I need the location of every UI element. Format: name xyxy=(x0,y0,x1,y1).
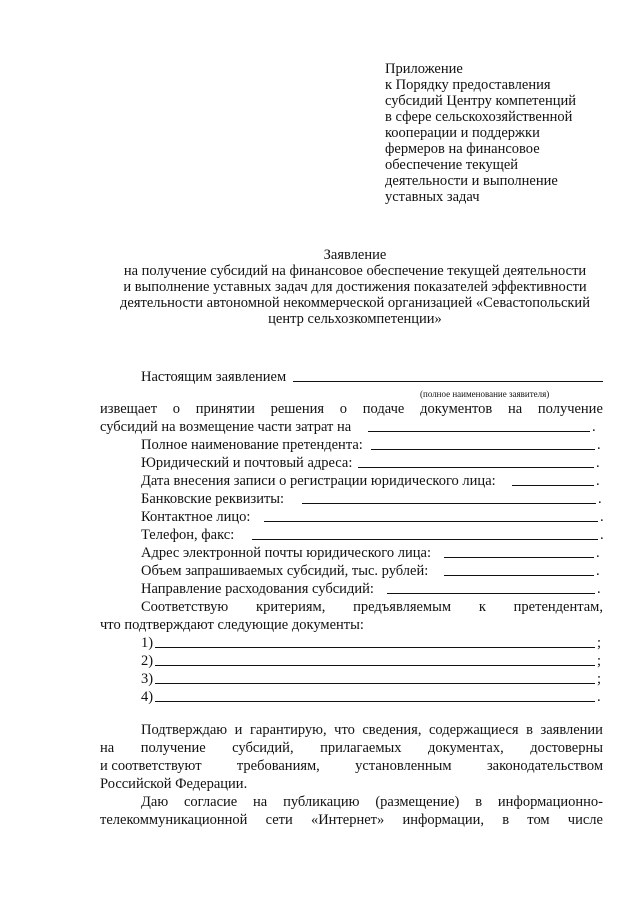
confirm-word: на xyxy=(100,740,115,756)
confirm-word: в xyxy=(526,722,533,738)
notify-word: подаче xyxy=(362,401,405,417)
document-field-1[interactable] xyxy=(155,634,595,648)
criteria-word: претендентам, xyxy=(513,599,603,615)
field-end: . xyxy=(596,545,600,561)
appendix-line: фермеров на финансовое xyxy=(385,141,540,157)
field-end: . xyxy=(600,509,604,525)
confirm-word: Подтверждаю xyxy=(141,722,228,738)
registration-date-field[interactable] xyxy=(512,472,594,486)
document-end: ; xyxy=(597,653,602,669)
criteria-line xyxy=(141,599,603,616)
field-end: . xyxy=(596,473,600,489)
field-end: . xyxy=(596,563,600,579)
consent-word: «Интернет» xyxy=(310,812,385,828)
document-number: 1) xyxy=(141,635,154,651)
applicant-name-field[interactable] xyxy=(293,368,603,382)
document-end: . xyxy=(597,689,601,705)
confirm-line xyxy=(141,722,603,739)
notify-word: на xyxy=(507,401,523,417)
field-end: . xyxy=(597,437,601,453)
document-number: 4) xyxy=(141,689,154,705)
consent-word: том xyxy=(527,812,550,828)
title-line: центр сельхозкомпетенции» xyxy=(268,311,442,327)
document-end: ; xyxy=(597,671,602,687)
criteria-word: предъявляемым xyxy=(353,599,452,615)
notify-word: решения xyxy=(270,401,325,417)
contact-person-field[interactable] xyxy=(264,508,598,522)
consent-word: (размещение) xyxy=(375,794,460,810)
criteria-word: критериям, xyxy=(256,599,326,615)
field-end: . xyxy=(596,455,600,471)
confirm-line-4: Российской Федерации. xyxy=(100,776,248,792)
field-end: . xyxy=(597,581,601,597)
confirm-word: содержащиеся xyxy=(428,722,519,738)
notify-line xyxy=(100,401,603,418)
appendix-line: кооперации и поддержки xyxy=(385,125,540,141)
notify-word: о xyxy=(172,401,181,417)
appendix-line: Приложение xyxy=(385,61,463,77)
address-field[interactable] xyxy=(358,454,594,468)
consent-word: публикацию xyxy=(283,794,360,810)
appendix-line: обеспечение текущей xyxy=(385,157,519,173)
appendix-line: уставных задач xyxy=(385,189,480,205)
field-label-subsidy-amount: Объем запрашиваемых субсидий, тыс. рублей: xyxy=(141,563,429,579)
confirm-word: заявлении xyxy=(540,722,603,738)
field-label-bank-details: Банковские реквизиты: xyxy=(141,491,285,507)
criteria-word: Соответствую xyxy=(141,599,229,615)
confirm-word: сведения, xyxy=(362,722,422,738)
notify-word: о xyxy=(339,401,348,417)
consent-word: в xyxy=(475,794,483,810)
title-line: деятельности автономной некоммерческой организацией «Севастопольский xyxy=(120,295,590,311)
email-field[interactable] xyxy=(444,544,594,558)
document-number: 3) xyxy=(141,671,154,687)
confirm-word: субсидий, xyxy=(232,740,294,756)
consent-word: телекоммуникационной xyxy=(100,812,248,828)
appendix-block xyxy=(385,61,625,205)
notify-word: получение xyxy=(537,401,603,417)
bank-details-field[interactable] xyxy=(302,490,596,504)
consent-word: сети xyxy=(265,812,293,828)
field-end: . xyxy=(600,527,604,543)
field-label-full-name: Полное наименование претендента: xyxy=(141,437,363,453)
confirm-word: достоверны xyxy=(530,740,603,756)
spending-direction-field[interactable] xyxy=(387,580,595,594)
field-label-spending-direction: Направление расходования субсидий: xyxy=(141,581,374,597)
title-line: и выполнение уставных задач для достижения показателей эффективности xyxy=(123,279,587,295)
consent-word: Даю xyxy=(141,794,169,810)
consent-word: информационно- xyxy=(497,794,603,810)
document-end: ; xyxy=(597,635,602,651)
confirm-word: гарантирую, xyxy=(249,722,327,738)
confirm-word: установленным xyxy=(355,758,452,774)
consent-word: согласие xyxy=(184,794,238,810)
field-label-registration-date: Дата внесения записи о регистрации юридического лица: xyxy=(141,473,496,489)
confirm-word: требованиям, xyxy=(236,758,320,774)
appendix-line: субсидий Центру компетенций xyxy=(385,93,576,109)
document-number: 2) xyxy=(141,653,154,669)
consent-word: числе xyxy=(567,812,603,828)
document-field-3[interactable] xyxy=(155,670,595,684)
consent-line xyxy=(141,794,603,811)
full-name-field[interactable] xyxy=(371,436,595,450)
confirm-word: получение xyxy=(140,740,206,756)
confirm-line xyxy=(100,758,603,775)
confirm-line xyxy=(100,740,603,757)
appendix-line: деятельности и выполнение xyxy=(385,173,558,189)
notify-word: извещает xyxy=(100,401,158,417)
document-field-4[interactable] xyxy=(155,688,595,702)
field-label-phone: Телефон, факс: xyxy=(141,527,235,543)
notify-word: принятии xyxy=(195,401,255,417)
criteria-line-2: что подтверждают следующие документы: xyxy=(100,617,364,633)
confirm-word: документах, xyxy=(427,740,504,756)
notify-word: документов xyxy=(420,401,493,417)
phone-fax-field[interactable] xyxy=(252,526,598,540)
confirm-word: что xyxy=(334,722,355,738)
confirm-word: и соответствуют xyxy=(100,758,202,774)
reimburse-field[interactable] xyxy=(368,418,590,432)
field-end: . xyxy=(598,491,602,507)
consent-word: на xyxy=(253,794,268,810)
document-title xyxy=(85,247,625,327)
field-label-email: Адрес электронной почты юридического лица: xyxy=(141,545,431,561)
intro-label: Настоящим заявлением xyxy=(141,369,287,385)
consent-line xyxy=(100,812,603,829)
consent-word: информации, xyxy=(402,812,485,828)
document-field-2[interactable] xyxy=(155,652,595,666)
appendix-line: в сфере сельскохозяйственной xyxy=(385,109,573,125)
title-line: на получение субсидий на финансовое обеспечение текущей деятельности xyxy=(123,263,587,279)
field-label-address: Юридический и почтовый адреса: xyxy=(141,455,353,471)
consent-word: в xyxy=(502,812,510,828)
confirm-word: прилагаемых xyxy=(320,740,402,756)
intro-caption: (полное наименование заявителя) xyxy=(420,389,550,399)
confirm-word: и xyxy=(234,722,243,738)
title-heading: Заявление xyxy=(323,247,387,263)
reimburse-label: субсидий на возмещение части затрат на xyxy=(100,419,352,435)
subsidy-amount-field[interactable] xyxy=(444,562,594,576)
appendix-line: к Порядку предоставления xyxy=(385,77,551,93)
criteria-word: к xyxy=(478,599,486,615)
confirm-word: законодательством xyxy=(486,758,603,774)
field-label-contact: Контактное лицо: xyxy=(141,509,251,525)
reimburse-end: . xyxy=(592,419,596,435)
